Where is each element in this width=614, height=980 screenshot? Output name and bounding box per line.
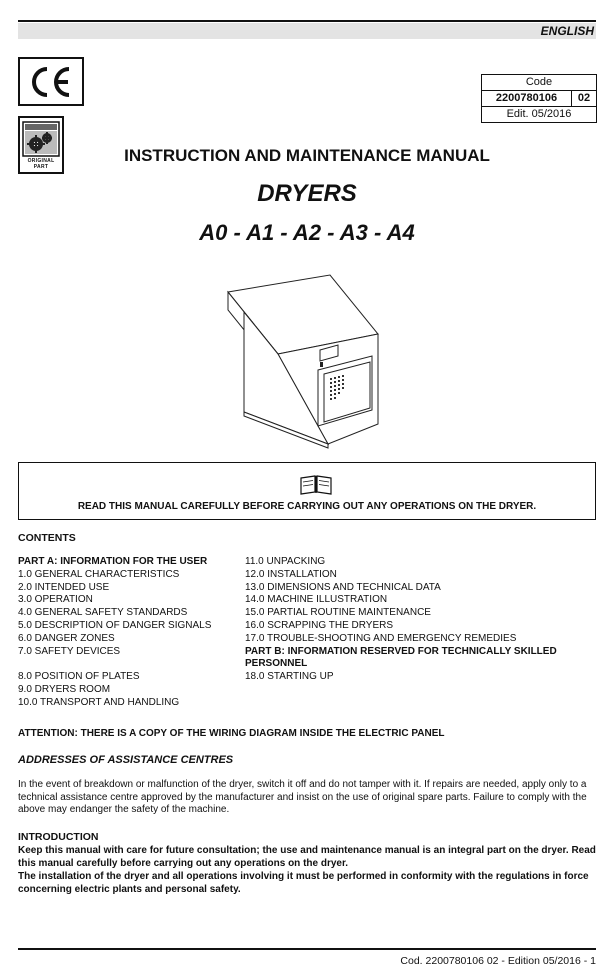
warning-text: READ THIS MANUAL CAREFULLY BEFORE CARRYING OUT ANY OPERATIONS ON THE DRYER. [77,501,537,512]
toc-item: 10.0 TRANSPORT AND HANDLING [18,696,180,708]
toc-item: 11.0 UNPACKING [245,556,326,567]
read-manual-warning [18,462,596,520]
toc-item: 7.0 SAFETY DEVICES [18,645,121,657]
toc-item: 1.0 GENERAL CHARACTERISTICS [18,568,180,580]
toc-item: 3.0 OPERATION [18,594,93,606]
top-rule [18,20,596,22]
toc-item: 4.0 GENERAL SAFETY STANDARDS [18,607,188,619]
models-title: A0 - A1 - A2 - A3 - A4 [199,220,415,245]
product-title: DRYERS [257,180,357,207]
introduction-text [18,844,596,896]
toc-column-right [245,556,595,684]
language-bar [18,23,596,39]
toc-item: 5.0 DESCRIPTION OF DANGER SIGNALS [18,619,212,631]
toc-item: 8.0 POSITION OF PLATES [18,671,140,683]
toc-item: 16.0 SCRAPPING THE DRYERS [245,619,394,631]
manual-title: INSTRUCTION AND MAINTENANCE MANUAL [124,146,490,165]
attention-note: ATTENTION: THERE IS A COPY OF THE WIRING DIAGRAM INSIDE THE ELECTRIC PANEL [18,728,445,739]
language-label: ENGLISH [540,24,594,38]
toc-item: 9.0 DRYERS ROOM [18,684,111,696]
code-value: 2200780106 [482,91,572,106]
toc-item: 13.0 DIMENSIONS AND TECHNICAL DATA [245,581,441,593]
introduction-p2: The installation of the dryer and all operations involving it must be performed in conformity with the regulations in force concerning electric plants and personal safety. [18,871,589,895]
toc-item: 2.0 INTENDED USE [18,581,110,593]
addresses-heading: ADDRESSES OF ASSISTANCE CENTRES [18,754,234,766]
introduction-heading: INTRODUCTION [18,831,99,843]
dryer-illustration [220,272,390,452]
toc-item: 14.0 MACHINE ILLUSTRATION [245,594,388,606]
code-revision: 02 [577,92,591,104]
code-label: Code [482,75,596,91]
code-box [481,74,597,123]
code-row [482,91,596,107]
toc-item: 15.0 PARTIAL ROUTINE MAINTENANCE [245,607,431,619]
toc-column-left [18,556,243,710]
book-icon [299,475,333,495]
code-edition: Edit. 05/2016 [506,108,572,120]
toc-item: 6.0 DANGER ZONES [18,632,115,644]
original-part-label: ORIGINAL PART [27,158,55,170]
toc-item: 12.0 INSTALLATION [245,568,337,580]
contents-title: CONTENTS [18,532,76,544]
breakdown-paragraph: In the event of breakdown or malfunction of the dryer, switch it off and do not tamper with it. If repairs are needed, apply only to a technical assistance centre approved by the manufacturer and insist on the use of original spare parts. Failure to comply with the above may endanger the safety of the machine. [18,779,587,815]
bottom-rule [18,948,596,950]
toc-item: 17.0 TROUBLE-SHOOTING AND EMERGENCY REMEDIES [245,632,517,644]
page-footer: Cod. 2200780106 02 - Edition 05/2016 - 1 [400,955,596,967]
part-a-heading: PART A: INFORMATION FOR THE USER [18,556,208,567]
part-b-heading: PART B: INFORMATION RESERVED FOR TECHNICALLY SKILLED PERSONNEL [245,645,557,670]
toc-item: 18.0 STARTING UP [245,671,334,683]
ce-mark [18,57,84,106]
ce-mark-icon [27,64,75,100]
introduction-p1: Keep this manual with care for future consultation; the use and maintenance manual is an integral part on the dryer. Read this manual carefully before carrying out any operations on the dryer. [18,845,596,869]
